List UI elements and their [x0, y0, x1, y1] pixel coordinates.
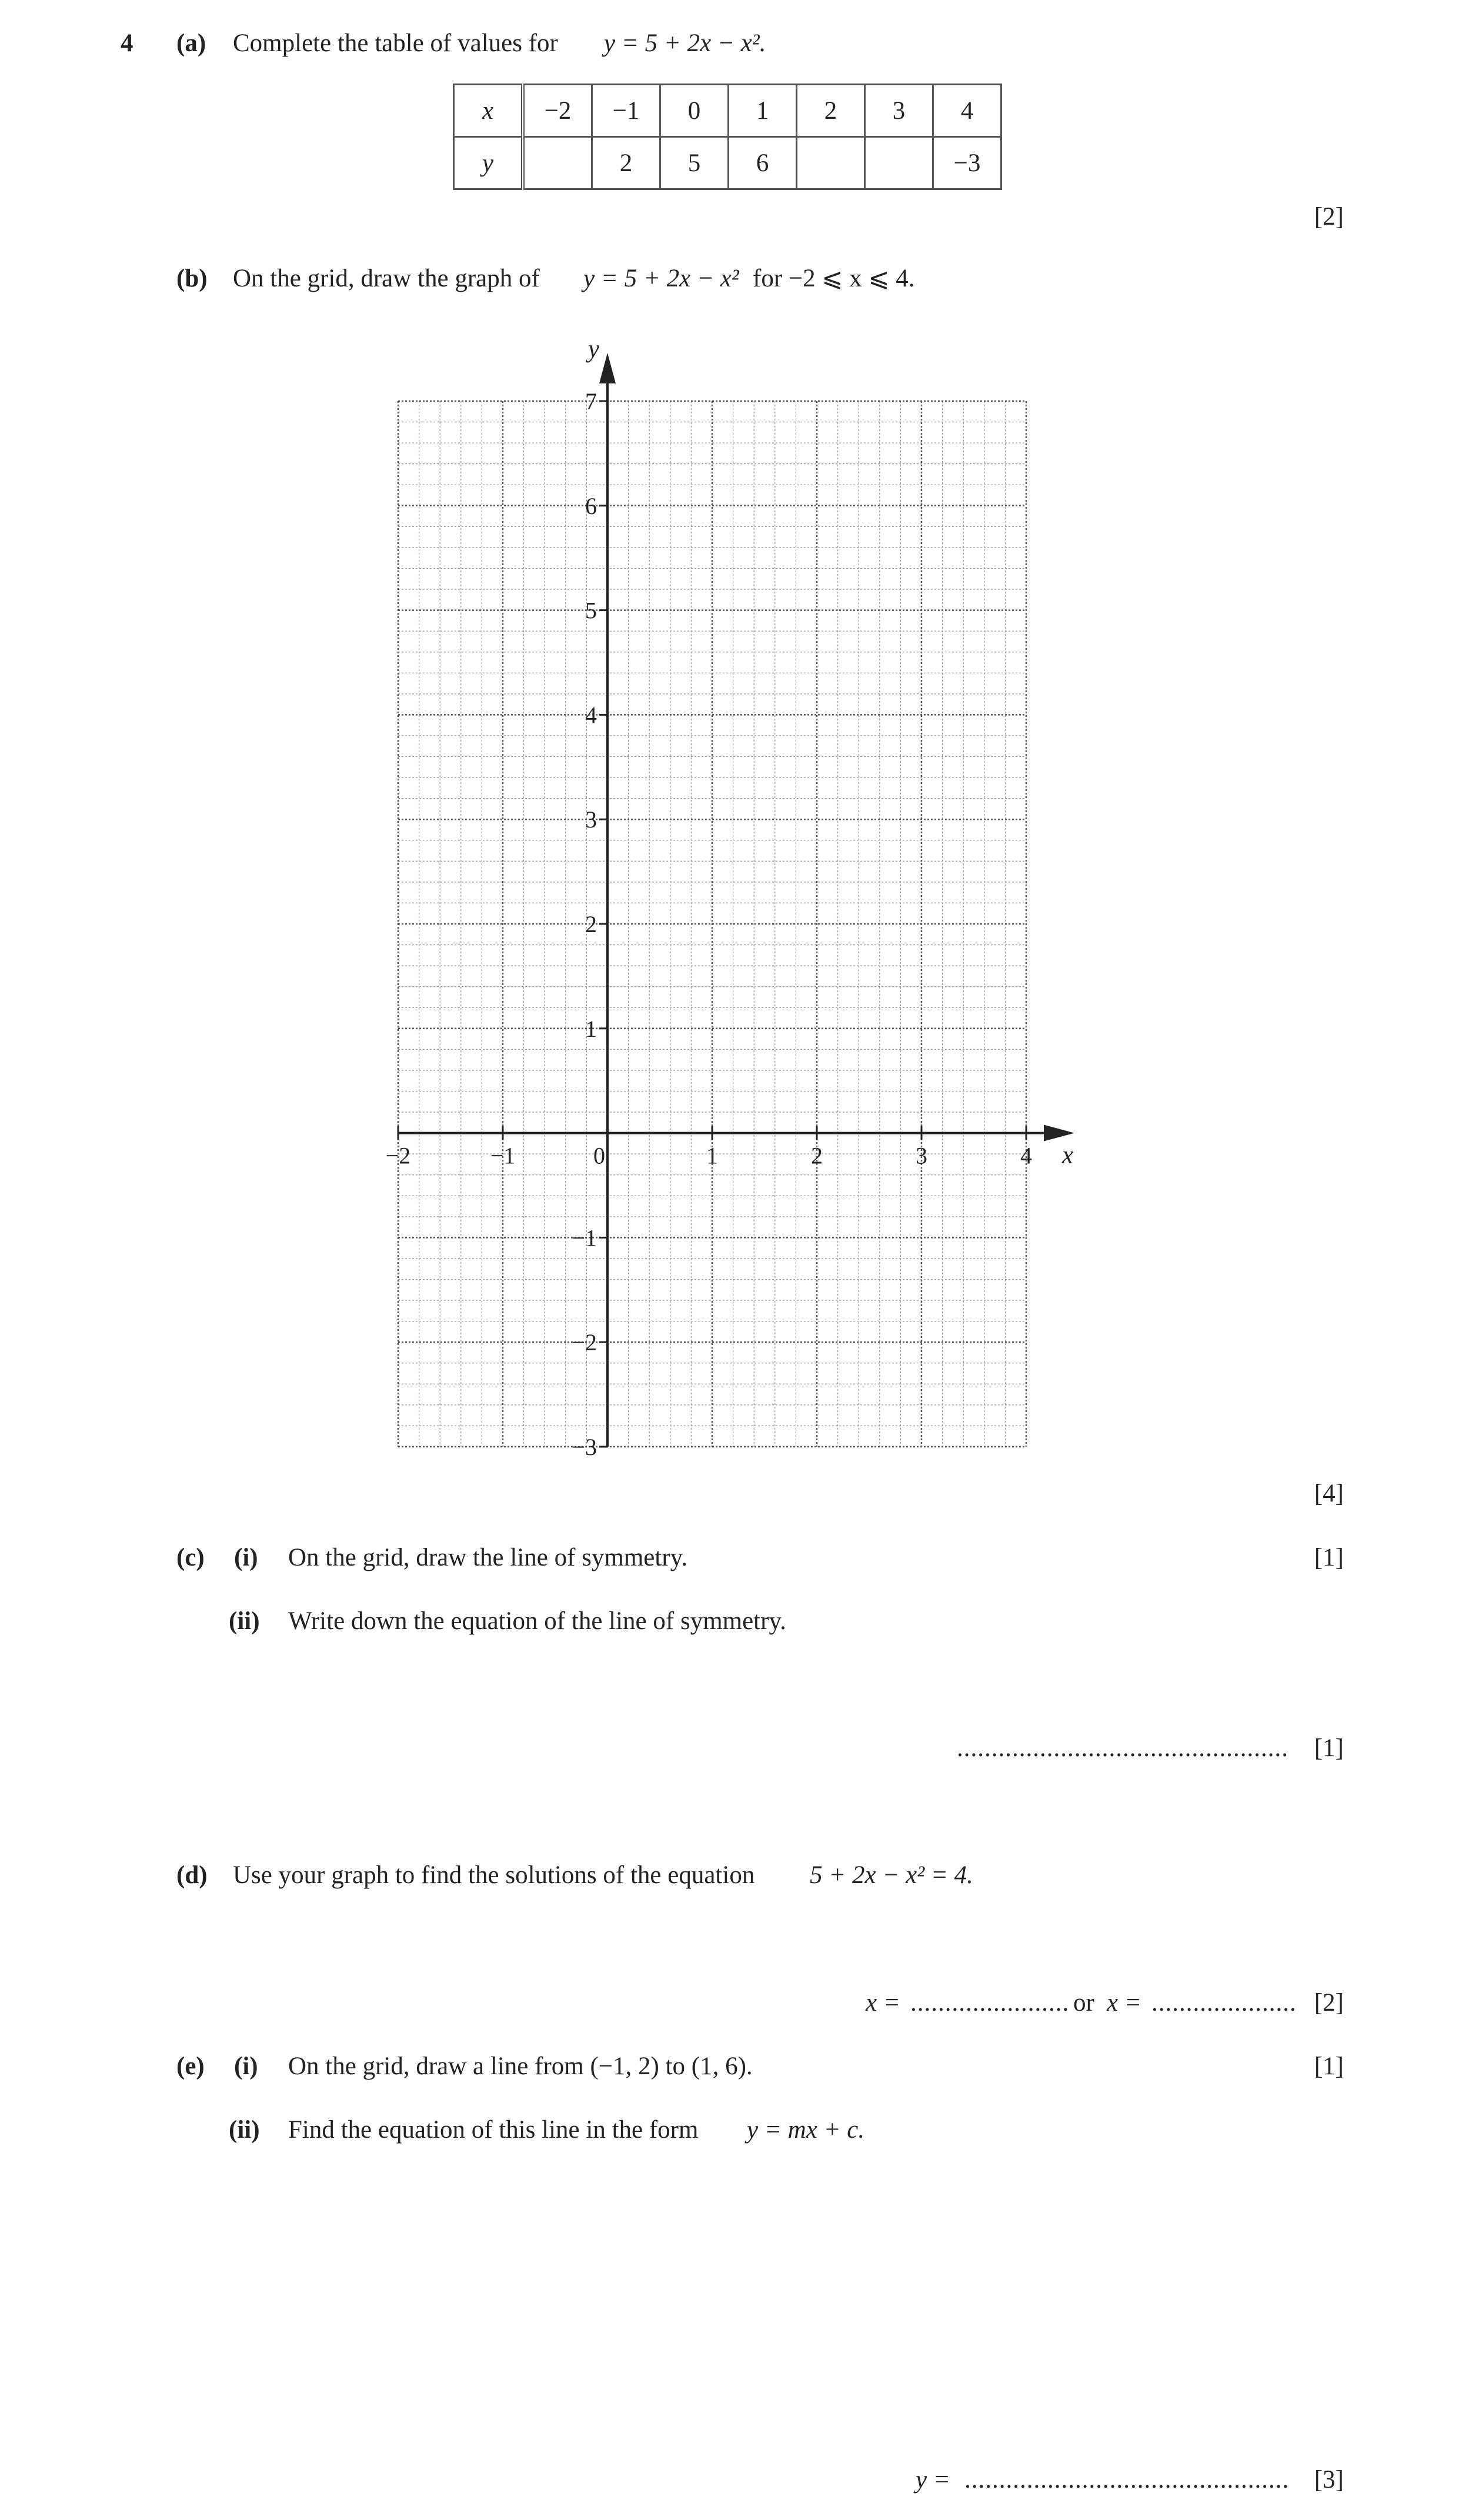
part-e-answer-line[interactable]: ............................................... — [964, 2466, 1290, 2494]
table-x-cell: 3 — [865, 85, 933, 137]
grid-major-lines — [398, 401, 1026, 1447]
question-number: 4 — [121, 29, 133, 57]
y-tick-label: 6 — [585, 492, 597, 519]
table-x-cell: −1 — [592, 85, 660, 137]
part-d-text: Use your graph to find the solutions of the equation — [233, 1861, 755, 1889]
part-c-i-text: On the grid, draw the line of symmetry. — [288, 1544, 688, 1571]
x-tick-label: 4 — [1020, 1142, 1032, 1169]
table-y-cell: 6 — [729, 137, 797, 189]
x-tick-label: −1 — [490, 1142, 516, 1169]
y-tick-label: 2 — [585, 911, 597, 937]
part-c-ii-marks: [1] — [1314, 1734, 1344, 1762]
y-axis-label: y — [588, 335, 600, 363]
part-c-i-label: (i) — [234, 1544, 258, 1571]
axes — [398, 353, 1074, 1447]
part-c-answer-line[interactable]: ................................................ — [957, 1734, 1288, 1762]
part-e-ii-label: (ii) — [229, 2116, 260, 2144]
y-tick-label: −1 — [572, 1224, 597, 1251]
part-a-marks: [2] — [1314, 203, 1344, 231]
y-tick-label: 1 — [585, 1015, 597, 1042]
y-tick-label: 3 — [585, 806, 597, 833]
part-d-label: (d) — [176, 1861, 208, 1889]
y-tick-label: −2 — [572, 1329, 597, 1356]
table-x-cell: 4 — [933, 85, 1001, 137]
part-a-label: (a) — [176, 29, 206, 57]
part-a-text: Complete the table of values for — [233, 29, 558, 57]
x-tick-label: 3 — [916, 1142, 927, 1169]
x-axis-arrow-icon — [1044, 1125, 1074, 1141]
part-c-label: (c) — [176, 1544, 205, 1571]
part-d-answer-line-1[interactable]: ....................... — [910, 1989, 1070, 2017]
part-e-i-text: On the grid, draw a line from (−1, 2) to (1, 6). — [288, 2052, 753, 2080]
x-tick-label: −2 — [385, 1142, 411, 1169]
table-x-cell: 1 — [729, 85, 797, 137]
y-tick-label: 5 — [585, 597, 597, 624]
part-d-answer-x1: x = — [866, 1989, 900, 2017]
y-tick-label: −3 — [572, 1434, 597, 1460]
table-y-header: y — [454, 137, 523, 189]
table-y-cell: 2 — [592, 137, 660, 189]
part-e-answer-prefix: y = — [916, 2466, 950, 2494]
part-e-ii-marks: [3] — [1314, 2466, 1344, 2494]
x-tick-label: 1 — [706, 1142, 718, 1169]
part-b-equation: y = 5 + 2x − x² — [583, 265, 739, 292]
x-tick-label: 2 — [811, 1142, 823, 1169]
table-x-cell: 2 — [797, 85, 865, 137]
x-tick-label: 0 — [593, 1142, 605, 1169]
table-y-cell: 5 — [660, 137, 729, 189]
part-e-label: (e) — [176, 2052, 205, 2080]
part-d-marks: [2] — [1314, 1989, 1344, 2017]
table-x-cell: 0 — [660, 85, 729, 137]
table-y-cell: −3 — [933, 137, 1001, 189]
part-b-marks: [4] — [1314, 1480, 1344, 1507]
part-d-equation: 5 + 2x − x² = 4. — [810, 1861, 973, 1889]
part-e-i-label: (i) — [234, 2052, 258, 2080]
part-b-label: (b) — [176, 265, 208, 292]
part-b-text: On the grid, draw the graph of — [233, 265, 540, 292]
table-x-header: x — [454, 85, 523, 137]
part-c-ii-text: Write down the equation of the line of symmetry. — [288, 1607, 786, 1635]
y-tick-label: 4 — [585, 702, 597, 729]
part-c-i-marks: [1] — [1314, 1544, 1344, 1571]
part-c-ii-label: (ii) — [229, 1607, 260, 1635]
part-b-range: for −2 ⩽ x ⩽ 4. — [753, 265, 915, 292]
part-d-answer-line-2[interactable]: ..................... — [1151, 1989, 1297, 2017]
part-d-answer-x2: x = — [1107, 1989, 1141, 2017]
y-tick-label: 7 — [585, 388, 597, 415]
part-e-ii-equation: y = mx + c. — [747, 2116, 865, 2144]
part-e-i-marks: [1] — [1314, 2052, 1344, 2080]
part-a-equation: y = 5 + 2x − x². — [604, 29, 766, 57]
part-d-answer-or: or — [1073, 1989, 1094, 2017]
table-x-cell: −2 — [523, 85, 592, 137]
part-e-ii-text: Find the equation of this line in the form — [288, 2116, 699, 2144]
x-axis-label: x — [1062, 1141, 1074, 1169]
y-axis-arrow-icon — [599, 353, 616, 383]
